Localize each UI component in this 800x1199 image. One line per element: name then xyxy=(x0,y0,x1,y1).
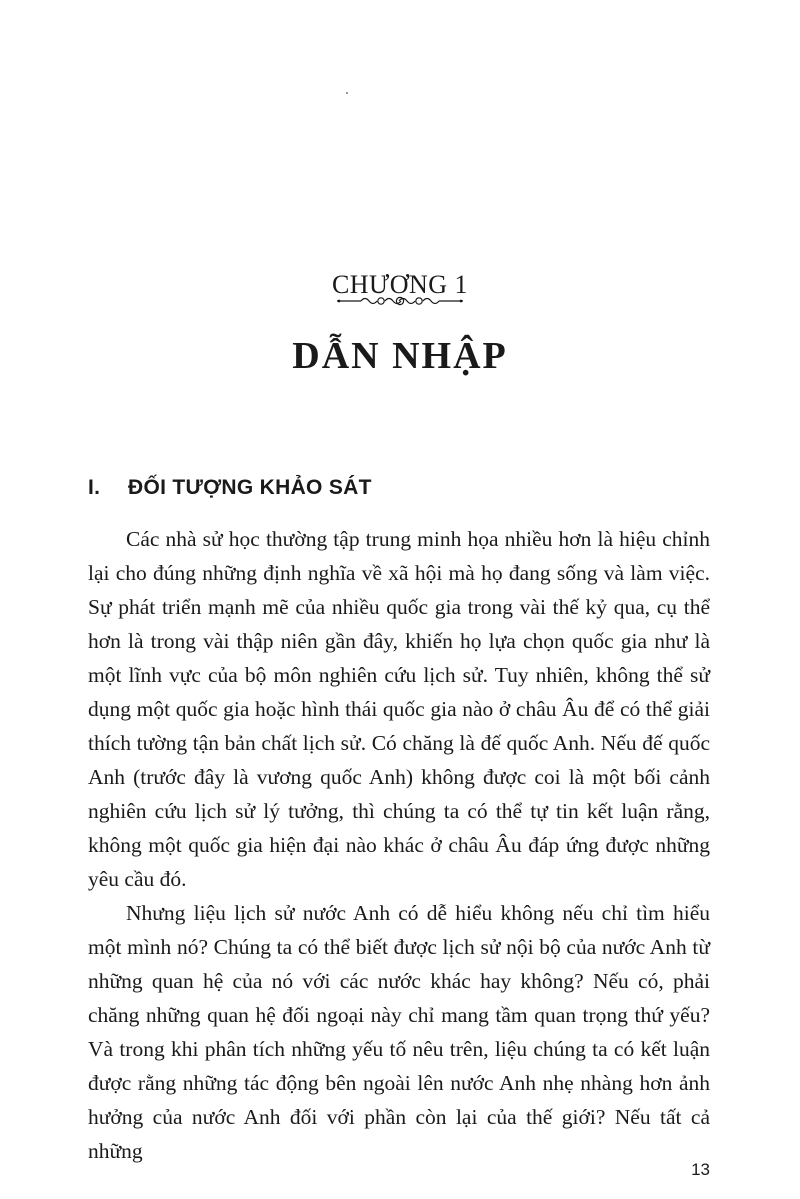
paragraph: Nhưng liệu lịch sử nước Anh có dễ hiểu không nếu chỉ tìm hiểu một mình nó? Chúng ta có thể biết được lịch sử nội bộ của nước Anh từ những quan hệ của nó với các nước khác hay không? Nếu có, phải chăng những quan hệ đối ngoại này chỉ mang tầm quan trọng thứ yếu? Và trong khi phân tích những yếu tố nêu trên, liệu chúng ta có kết luận được rằng những tác động bên ngoài lên nước Anh nhẹ nhàng hơn ảnh hưởng của nước Anh đối với phần còn lại của thế giới? Nếu tất cả những xyxy=(88,901,710,1163)
section-heading xyxy=(88,476,372,500)
paragraph: Các nhà sử học thường tập trung minh họa nhiều hơn là hiệu chỉnh lại cho đúng những định nghĩa về xã hội mà họ đang sống và làm việc. Sự phát triển mạnh mẽ của nhiều quốc gia trong vài thế kỷ qua, cụ thể hơn là trong vài thập niên gần đây, khiến họ lựa chọn quốc gia như là một lĩnh vực của bộ môn nghiên cứu lịch sử. Tuy nhiên, không thể sử dụng một quốc gia hoặc hình thái quốc gia nào ở châu Âu để có thể giải thích tường tận bản chất lịch sử. Có chăng là đế quốc Anh. Nếu đế quốc Anh (trước đây là vương quốc Anh) không được coi là một bối cảnh nghiên cứu lịch sử lý tưởng, thì chúng ta có thể tự tin kết luận rằng, không một quốc gia hiện đại nào khác ở châu Âu đáp ứng được những yêu cầu đó. xyxy=(88,527,710,891)
chapter-title: DẪN NHẬP xyxy=(292,335,508,377)
section-number: I. xyxy=(88,476,101,499)
body-text xyxy=(88,522,710,1168)
section-title: ĐỐI TƯỢNG KHẢO SÁT xyxy=(128,476,372,499)
ornament-divider xyxy=(335,293,465,309)
ink-speck xyxy=(346,92,348,94)
page-number: 13 xyxy=(691,1160,710,1179)
chapter-label: CHƯƠNG 1 xyxy=(331,270,469,299)
